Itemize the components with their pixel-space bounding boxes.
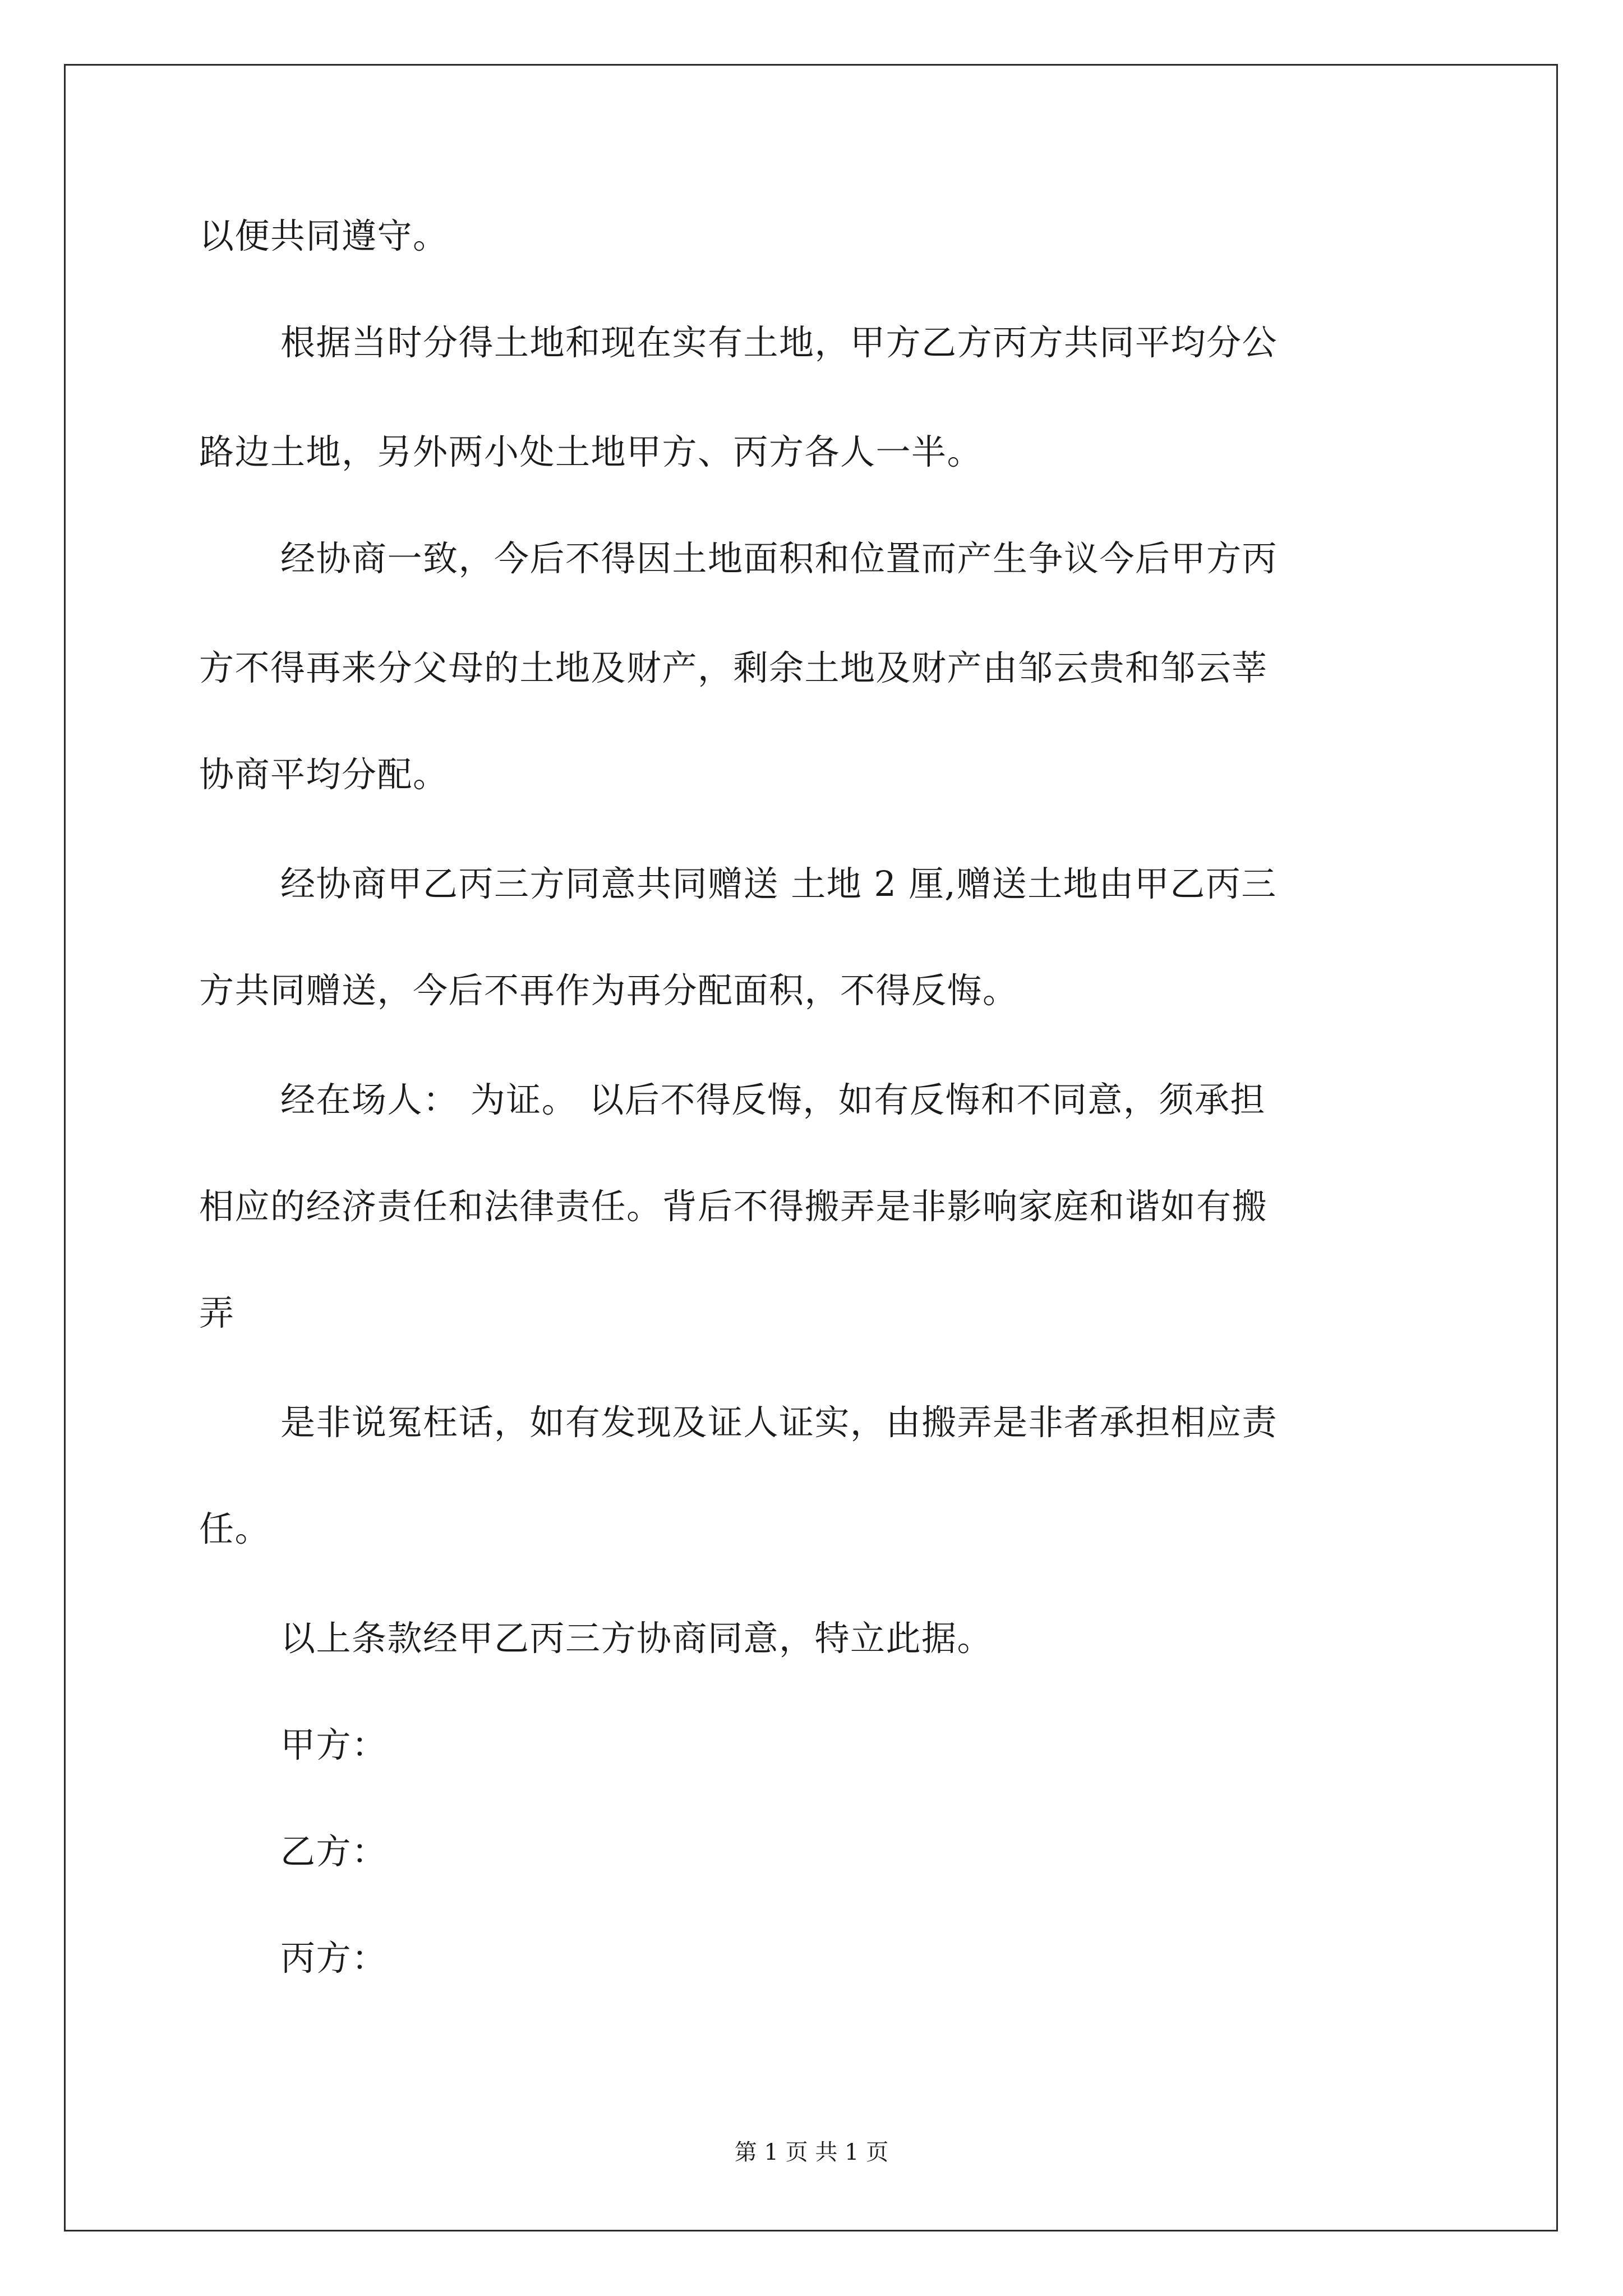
line-13: 任。 <box>199 1508 271 1549</box>
page-border <box>64 64 1558 2231</box>
page-number-footer: 第 1 页 共 1 页 <box>734 2139 889 2165</box>
party-a-label: 甲方： <box>280 1724 388 1765</box>
party-c-label: 丙方： <box>280 1938 388 1978</box>
line-11: 弄 <box>199 1292 235 1333</box>
line-4: 经协商一致，今后不得因土地面积和位置而产生争议今后甲方丙 <box>280 538 1278 579</box>
line-8: 方共同赠送，今后不再作为再分配面积，不得反悔。 <box>199 970 1018 1011</box>
line-12: 是非说冤枉话，如有发现及证人证实，由搬弄是非者承担相应责 <box>280 1402 1278 1443</box>
line-3: 路边土地，另外两小处土地甲方、丙方各人一半。 <box>199 431 983 472</box>
line-14: 以上条款经甲乙丙三方协商同意，特立此据。 <box>280 1618 993 1659</box>
line-5: 方不得再来分父母的土地及财产，剩余土地及财产由邹云贵和邹云莘 <box>199 647 1268 688</box>
line-10: 相应的经济责任和法律责任。背后不得搬弄是非影响家庭和谐如有搬 <box>199 1186 1268 1227</box>
line-1: 以便共同遵守。 <box>199 215 449 256</box>
line-6: 协商平均分配。 <box>199 754 449 795</box>
line-9: 经在场人： 为证。 以后不得反悔，如有反悔和不同意，须承担 <box>280 1079 1266 1120</box>
line-7: 经协商甲乙丙三方同意共同赠送 土地 2 厘,赠送土地由甲乙丙三 <box>280 863 1277 904</box>
party-b-label: 乙方： <box>280 1831 388 1872</box>
line-2: 根据当时分得土地和现在实有土地，甲方乙方丙方共同平均分公 <box>280 322 1278 363</box>
